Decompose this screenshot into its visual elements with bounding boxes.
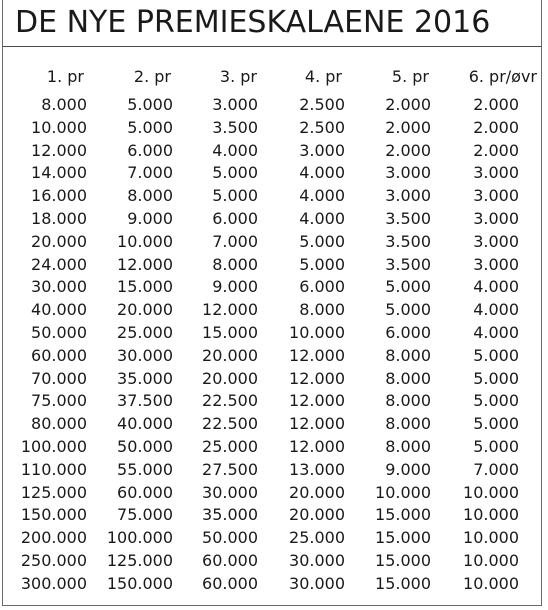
table-cell: 15.000: [202, 322, 258, 342]
table-cell: 10.000: [375, 482, 431, 502]
table-cell: 75.000: [117, 505, 173, 525]
table-cell: 55.000: [117, 459, 173, 479]
table-cell: 10.000: [463, 505, 519, 525]
table-cell: 10.000: [463, 528, 519, 548]
table-row: [3, 573, 541, 596]
table-cell: 20.000: [289, 482, 345, 502]
table-cell: 10.000: [117, 231, 173, 251]
table-cell: 4.000: [299, 163, 345, 183]
table-cell: 25.000: [117, 322, 173, 342]
table-row: [3, 413, 541, 436]
table-cell: 3.000: [473, 163, 519, 183]
table-cell: 24.000: [31, 254, 87, 274]
table-cell: 300.000: [20, 573, 87, 593]
table-cell: 15.000: [375, 505, 431, 525]
table-header-row: [3, 66, 541, 94]
table-row: [3, 162, 541, 185]
table-cell: 15.000: [117, 277, 173, 297]
table-cell: 100.000: [20, 436, 87, 456]
table-cell: 3.000: [473, 186, 519, 206]
table-cell: 37.500: [117, 391, 173, 411]
table-cell: 50.000: [31, 322, 87, 342]
table-row: [3, 208, 541, 231]
table-cell: 4.000: [299, 186, 345, 206]
table-cell: 10.000: [463, 550, 519, 570]
table-cell: 2.000: [385, 140, 431, 160]
table-cell: 5.000: [473, 436, 519, 456]
table-cell: 3.500: [212, 117, 258, 137]
table-cell: 10.000: [31, 117, 87, 137]
table-cell: 35.000: [117, 368, 173, 388]
table-cell: 8.000: [212, 254, 258, 274]
table-cell: 75.000: [31, 391, 87, 411]
table-cell: 2.000: [473, 95, 519, 114]
table-cell: 2.000: [385, 117, 431, 137]
table-cell: 5.000: [473, 345, 519, 365]
table-cell: 15.000: [375, 528, 431, 548]
table-cell: 12.000: [117, 254, 173, 274]
table-cell: 30.000: [289, 550, 345, 570]
table-row: [3, 94, 541, 117]
table-cell: 4.000: [473, 277, 519, 297]
table-cell: 25.000: [202, 436, 258, 456]
table-cell: 2.000: [385, 95, 431, 114]
table-cell: 2.500: [299, 117, 345, 137]
table-cell: 5.000: [473, 368, 519, 388]
table-cell: 9.000: [127, 208, 173, 228]
table-cell: 50.000: [202, 528, 258, 548]
table-cell: 3.000: [385, 163, 431, 183]
table-cell: 5.000: [127, 95, 173, 114]
table-cell: 3.000: [299, 140, 345, 160]
table-cell: 10.000: [289, 322, 345, 342]
table-row: [3, 436, 541, 459]
table-cell: 2.000: [473, 117, 519, 137]
table-cell: 60.000: [31, 345, 87, 365]
table-cell: 20.000: [202, 345, 258, 365]
table-cell: 5.000: [127, 117, 173, 137]
prize-table: [3, 66, 541, 596]
table-cell: 20.000: [117, 300, 173, 320]
table-cell: 22.500: [202, 414, 258, 434]
table-cell: 5.000: [212, 163, 258, 183]
page-title: DE NYE PREMIESKALAENE 2016: [15, 5, 491, 40]
table-row: [3, 390, 541, 413]
table-row: [3, 185, 541, 208]
table-cell: 27.500: [202, 459, 258, 479]
table-cell: 20.000: [31, 231, 87, 251]
column-header: 3. pr: [219, 67, 257, 86]
table-cell: 5.000: [212, 186, 258, 206]
table-cell: 4.000: [473, 322, 519, 342]
table-cell: 125.000: [106, 550, 173, 570]
table-cell: 40.000: [31, 300, 87, 320]
table-cell: 35.000: [202, 505, 258, 525]
table-cell: 12.000: [289, 368, 345, 388]
table-cell: 8.000: [385, 345, 431, 365]
table-cell: 8.000: [385, 368, 431, 388]
table-cell: 8.000: [127, 186, 173, 206]
document-frame: [2, 0, 542, 606]
table-cell: 9.000: [212, 277, 258, 297]
table-cell: 12.000: [289, 391, 345, 411]
table-cell: 100.000: [106, 528, 173, 548]
table-cell: 18.000: [31, 208, 87, 228]
table-cell: 8.000: [385, 436, 431, 456]
table-cell: 8.000: [299, 300, 345, 320]
table-cell: 10.000: [463, 482, 519, 502]
table-cell: 60.000: [202, 573, 258, 593]
table-row: [3, 368, 541, 391]
table-cell: 4.000: [212, 140, 258, 160]
table-cell: 12.000: [202, 300, 258, 320]
table-cell: 6.000: [127, 140, 173, 160]
table-row: [3, 140, 541, 163]
table-cell: 25.000: [289, 528, 345, 548]
table-cell: 15.000: [375, 550, 431, 570]
table-cell: 7.000: [473, 459, 519, 479]
table-cell: 20.000: [289, 505, 345, 525]
table-row: [3, 527, 541, 550]
table-cell: 60.000: [202, 550, 258, 570]
table-cell: 5.000: [299, 254, 345, 274]
table-cell: 4.000: [299, 208, 345, 228]
table-row: [3, 254, 541, 277]
column-header: 2. pr: [133, 67, 171, 86]
table-cell: 50.000: [117, 436, 173, 456]
table-cell: 8.000: [385, 414, 431, 434]
table-cell: 250.000: [20, 550, 87, 570]
table-cell: 70.000: [31, 368, 87, 388]
table-cell: 60.000: [117, 482, 173, 502]
table-cell: 3.000: [385, 186, 431, 206]
table-row: [3, 459, 541, 482]
table-cell: 12.000: [289, 436, 345, 456]
title-box: [3, 0, 541, 47]
table-cell: 30.000: [202, 482, 258, 502]
column-header: 1. pr: [46, 67, 84, 86]
table-cell: 20.000: [202, 368, 258, 388]
table-cell: 6.000: [385, 322, 431, 342]
table-cell: 30.000: [289, 573, 345, 593]
table-cell: 3.500: [385, 208, 431, 228]
table-row: [3, 345, 541, 368]
table-cell: 150.000: [20, 505, 87, 525]
table-cell: 3.000: [473, 231, 519, 251]
table-cell: 12.000: [289, 345, 345, 365]
table-cell: 5.000: [473, 391, 519, 411]
column-header: 6. pr/øvr: [468, 67, 537, 86]
table-cell: 3.000: [212, 95, 258, 114]
table-cell: 110.000: [20, 459, 87, 479]
table-cell: 22.500: [202, 391, 258, 411]
table-cell: 150.000: [106, 573, 173, 593]
table-cell: 4.000: [473, 300, 519, 320]
table-cell: 15.000: [375, 573, 431, 593]
table-row: [3, 231, 541, 254]
column-header: 4. pr: [304, 67, 342, 86]
table-cell: 125.000: [20, 482, 87, 502]
table-cell: 10.000: [463, 573, 519, 593]
table-cell: 3.000: [473, 254, 519, 274]
table-cell: 30.000: [117, 345, 173, 365]
table-cell: 7.000: [127, 163, 173, 183]
table-row: [3, 322, 541, 345]
table-cell: 14.000: [31, 163, 87, 183]
table-cell: 16.000: [31, 186, 87, 206]
table-cell: 80.000: [31, 414, 87, 434]
table-cell: 6.000: [212, 208, 258, 228]
table-row: [3, 504, 541, 527]
table-cell: 2.500: [299, 95, 345, 114]
table-cell: 3.000: [473, 208, 519, 228]
table-cell: 5.000: [385, 300, 431, 320]
table-cell: 13.000: [289, 459, 345, 479]
table-cell: 7.000: [212, 231, 258, 251]
table-cell: 5.000: [385, 277, 431, 297]
table-cell: 200.000: [20, 528, 87, 548]
table-row: [3, 550, 541, 573]
table-cell: 3.500: [385, 231, 431, 251]
table-cell: 5.000: [473, 414, 519, 434]
column-header: 5. pr: [391, 67, 429, 86]
table-cell: 2.000: [473, 140, 519, 160]
table-cell: 6.000: [299, 277, 345, 297]
table-row: [3, 482, 541, 505]
table-cell: 30.000: [31, 277, 87, 297]
table-cell: 8.000: [41, 95, 87, 114]
table-cell: 3.500: [385, 254, 431, 274]
table-cell: 9.000: [385, 459, 431, 479]
table-row: [3, 299, 541, 322]
table-cell: 5.000: [299, 231, 345, 251]
table-row: [3, 117, 541, 140]
table-cell: 8.000: [385, 391, 431, 411]
table-row: [3, 276, 541, 299]
table-cell: 12.000: [289, 414, 345, 434]
table-cell: 40.000: [117, 414, 173, 434]
table-cell: 12.000: [31, 140, 87, 160]
